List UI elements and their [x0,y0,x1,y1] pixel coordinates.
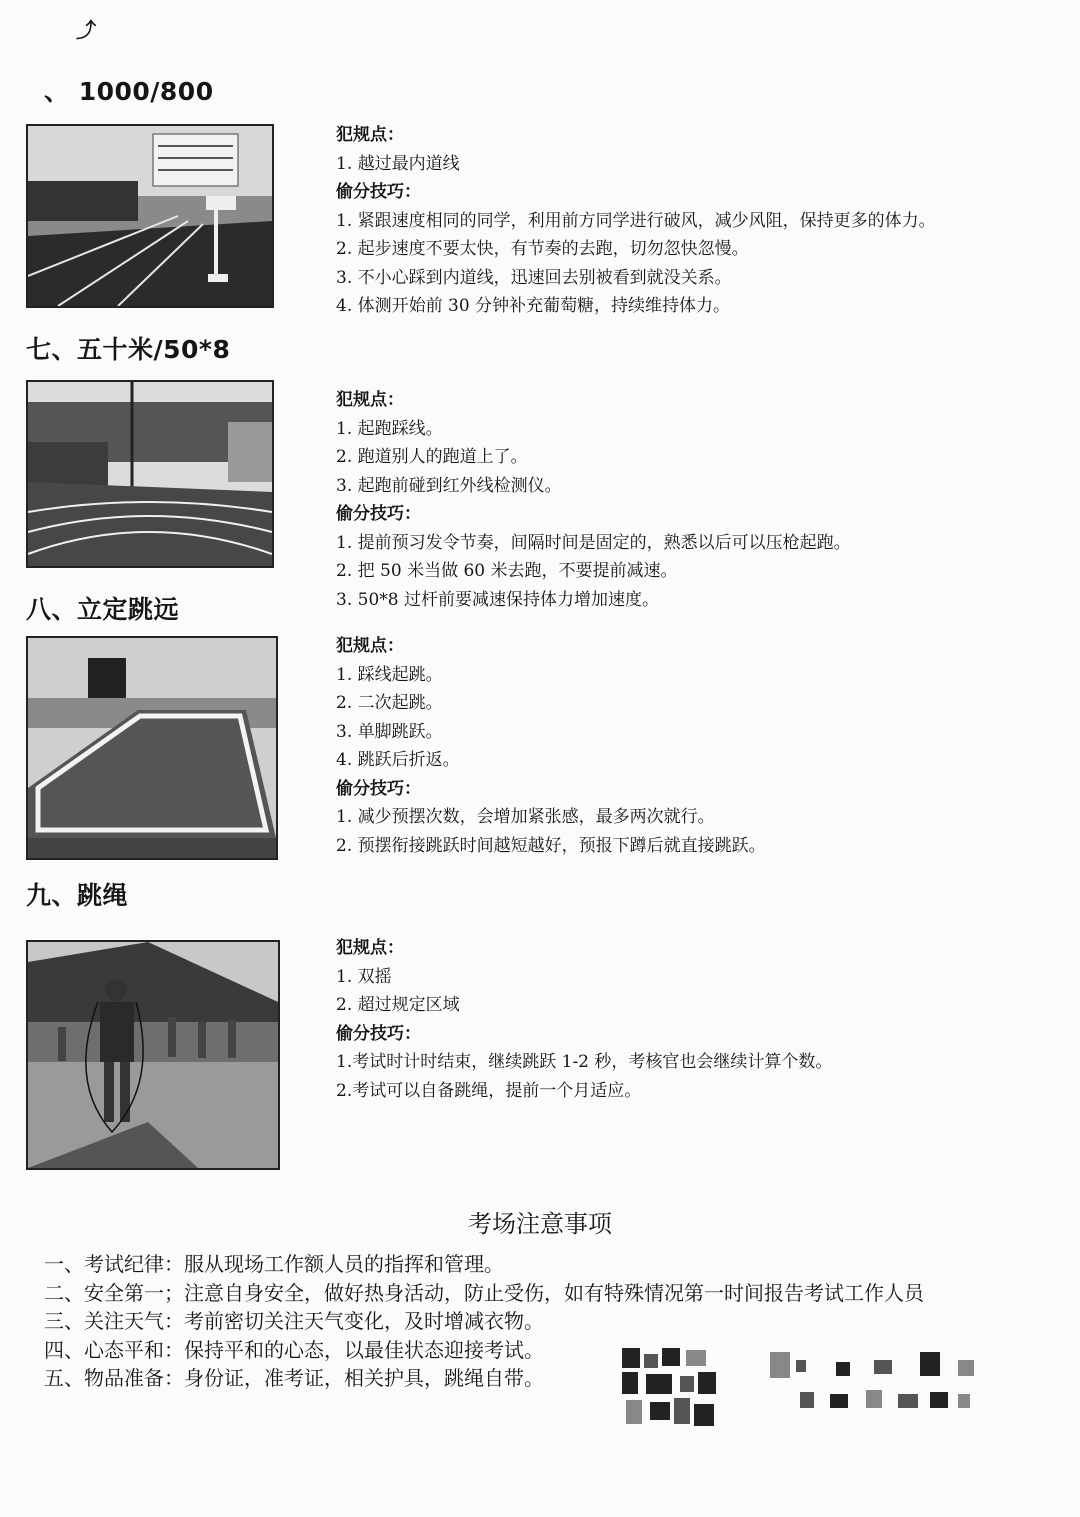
violation-item: 3. 单脚跳跃。 [336,721,443,742]
notice-item: 一、考试纪律：服从现场工作额人员的指挥和管理。 [44,1252,504,1276]
photo-running-track-fifty-meter [26,380,274,568]
violation-item: 1. 踩线起跳。 [336,664,443,685]
section-fifty-meter-text [336,386,976,614]
violations-label: 犯规点： [336,938,404,958]
notice-item: 五、物品准备：身份证，准考证，相关护具，跳绳自带。 [44,1366,544,1390]
tip-item: 1.考试时计时结束，继续跳跃 1-2 秒，考核官也会继续计算个数。 [336,1052,833,1072]
violation-item: 2. 二次起跳。 [336,693,443,713]
tip-item: 1. 紧跟速度相同的同学，利用前方同学进行破风，减少风阻，保持更多的体力。 [336,210,936,231]
tip-item: 4. 体测开始前 30 分钟补充葡萄糖，持续维持体力。 [336,296,731,316]
tips-label: 偷分技巧： [336,1023,421,1044]
redacted-qr-code [622,1348,716,1428]
violations-label: 犯规点： [336,125,404,145]
tip-item: 3. 50*8 过杆前要减速保持体力增加速度。 [336,589,659,610]
violation-item: 2. 超过规定区域 [336,995,460,1015]
tip-item: 2. 预摆衔接跳跃时间越短越好，预报下蹲后就直接跳跃。 [336,835,766,856]
violation-item: 1. 越过最内道线 [336,153,460,174]
notice-title: 考场注意事项 [468,1210,612,1238]
section-heading-standing-long-jump: 八、立定跳远 [26,595,180,624]
tips-label: 偷分技巧： [336,778,421,799]
tip-item: 3. 不小心踩到内道线，迅速回去别被看到就没关系。 [336,267,732,288]
notice-item: 三、关注天气：考前密切关注天气变化，及时增减衣物。 [44,1309,544,1333]
section-heading-fifty-meter: 七、五十米/50*8 [26,335,231,364]
photo-long-jump-mat [26,636,278,860]
violation-item: 1. 起跑踩线。 [336,418,443,439]
photo-rope-skipping [26,940,280,1170]
violation-item: 1. 双摇 [336,966,392,987]
section-heading-rope-skipping: 九、跳绳 [26,881,129,910]
violations-label: 犯规点： [336,636,404,656]
tip-item: 2. 起步速度不要太快，有节奏的去跑，切勿忽快忽慢。 [336,239,749,259]
section-standing-long-jump-text [336,632,976,860]
notice-item: 二、安全第一；注意自身安全，做好热身活动，防止受伤，如有特殊情况第一时间报告考试工作人员 [44,1280,924,1305]
tip-item: 1. 减少预摆次数，会增加紧张感，最多两次就行。 [336,807,715,827]
violation-item: 3. 起跑前碰到红外线检测仪。 [336,475,562,496]
tips-label: 偷分技巧： [336,182,421,202]
section-rope-skipping-text [336,934,976,1105]
violations-label: 犯规点： [336,390,404,410]
photo-running-track-1000-800 [26,124,274,308]
section-1000-800-text [336,121,976,321]
tip-item: 2. 把 50 米当做 60 米去跑，不要提前减速。 [336,561,678,581]
violation-item: 2. 跑道别人的跑道上了。 [336,447,528,467]
tip-item: 1. 提前预习发令节奏，间隔时间是固定的，熟悉以后可以压枪起跑。 [336,532,851,553]
section-heading-1000-800: 、 1000/800 [44,77,214,106]
tip-item: 2.考试可以自备跳绳，提前一个月适应。 [336,1080,642,1101]
corner-scribble: ⤴ [76,18,96,42]
tips-label: 偷分技巧： [336,504,421,524]
redacted-text [770,1352,975,1412]
violation-item: 4. 跳跃后折返。 [336,750,460,770]
notice-item: 四、心态平和：保持平和的心态，以最佳状态迎接考试。 [44,1337,544,1362]
